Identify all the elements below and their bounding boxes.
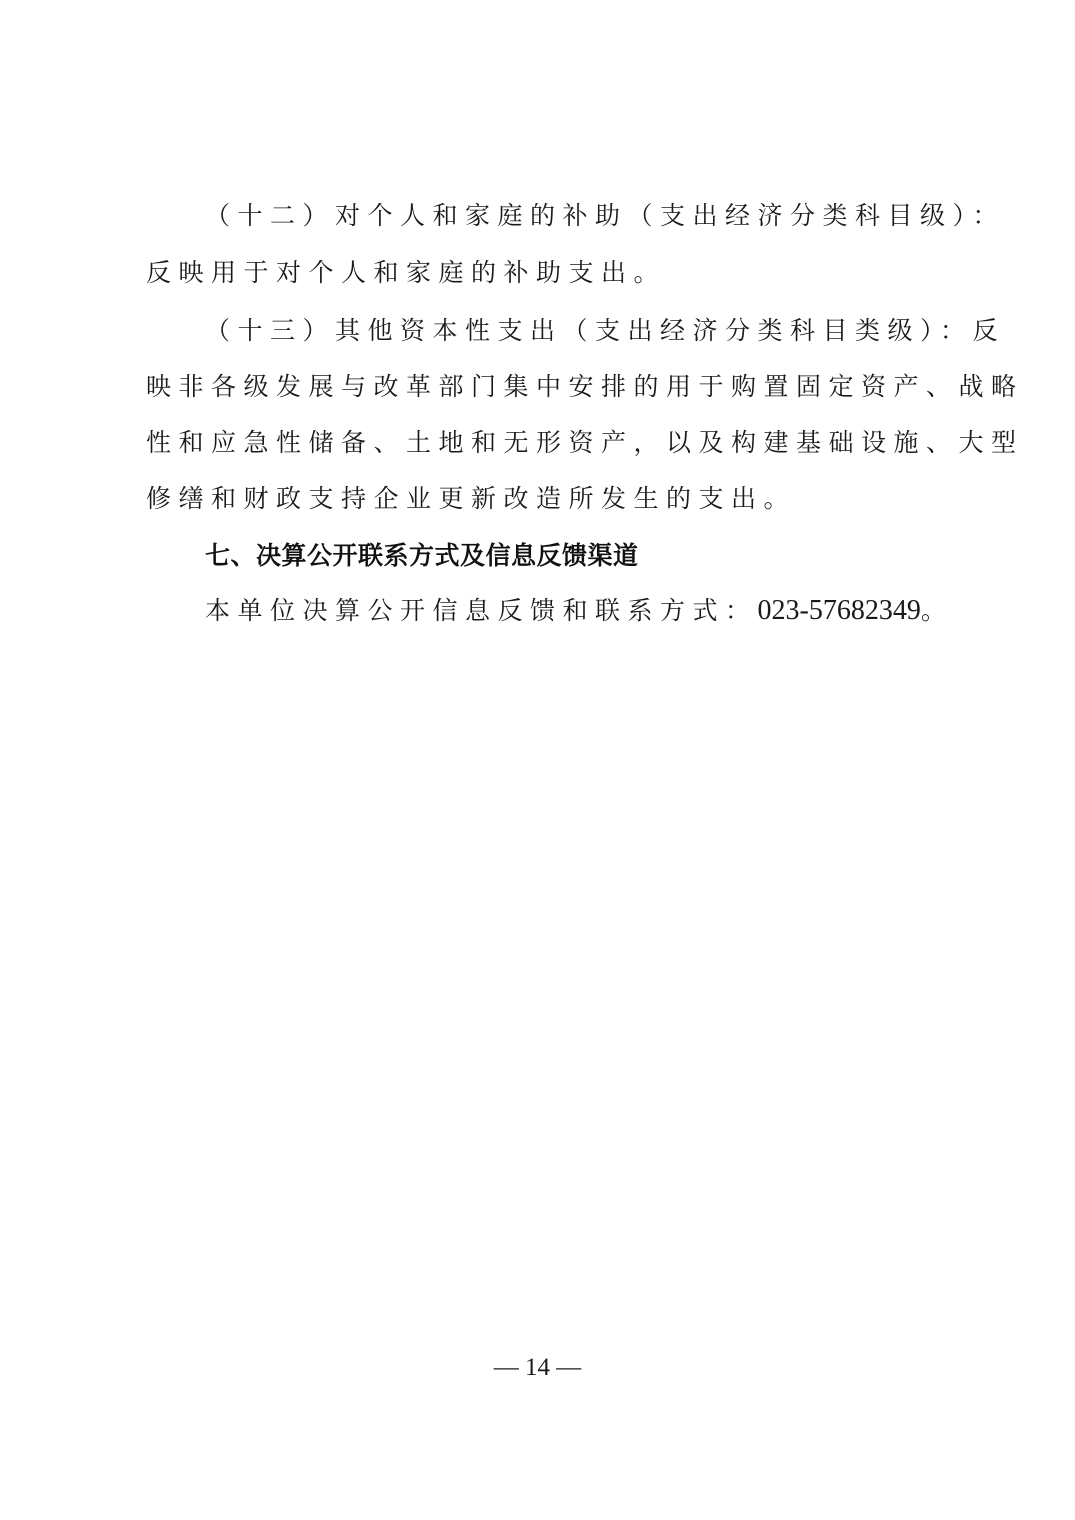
contact-end-mark: 。 (920, 596, 954, 625)
section-13-line-4: 修缮和财政支持企业更新改造所发生的支出。 (146, 484, 797, 513)
section-12-line-2: 反映用于对个人和家庭的补助支出。 (146, 258, 667, 287)
section-12-line-1: （十二）对个人和家庭的补助（支出经济分类科目级）： (205, 201, 1006, 230)
section-13-line-1: （十三）其他资本性支出（支出经济分类科目类级）：反 (205, 316, 1006, 345)
contact-label: 本单位决算公开信息反馈和联系方式： (205, 596, 758, 625)
section-7-heading: 七、决算公开联系方式及信息反馈渠道 (205, 541, 639, 570)
section-13-line-3: 性和应急性储备、土地和无形资产，以及构建基础设施、大型 (146, 428, 1024, 457)
contact-line (205, 596, 953, 626)
contact-phone-number: 023-57682349 (757, 595, 921, 626)
page-number: — 14 — (493, 1354, 582, 1381)
section-13-line-2: 映非各级发展与改革部门集中安排的用于购置固定资产、战略 (146, 372, 1024, 401)
